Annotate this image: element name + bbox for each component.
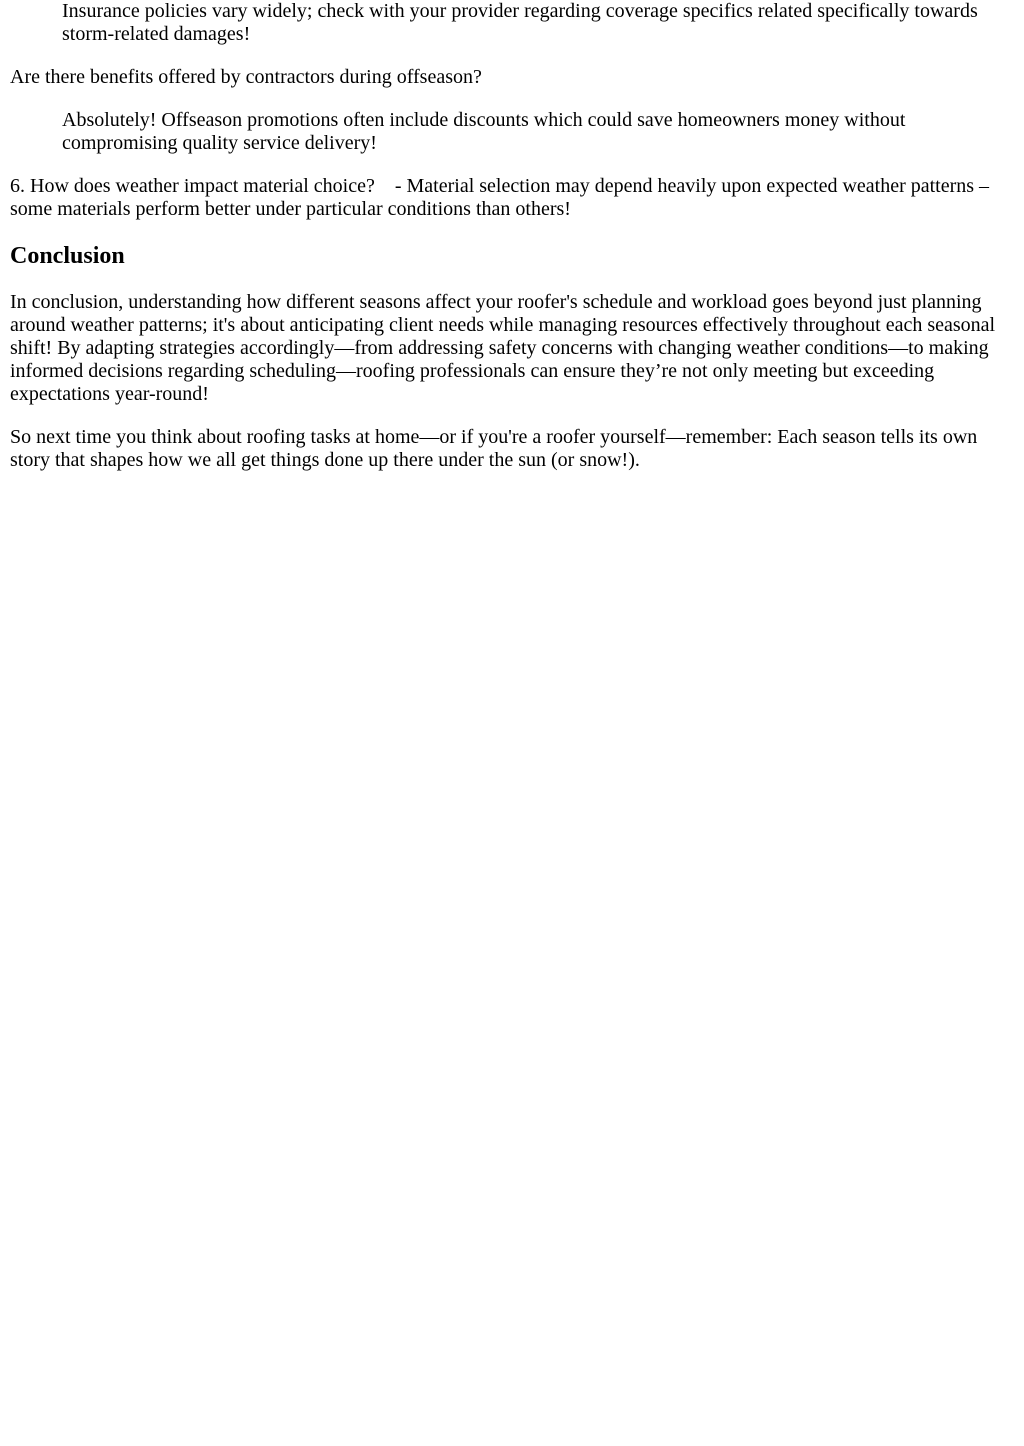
conclusion-paragraph-2: So next time you think about roofing tasks at home—or if you're a roofer yourself—remember: Each season tells its own story that shapes how we all get things done up there under the sun (or snow!).: [10, 426, 978, 471]
faq-question-weather: 6. How does weather impact material choice?: [10, 175, 375, 197]
conclusion-paragraph-1: In conclusion, understanding how different seasons affect your roofer's schedule and workload goes beyond just planning around weather patterns; it's about anticipating client needs while managing resources effectively throughout each seasonal shift! By adapting strategies accordingly—from addressing safety concerns with changing weather conditions—to making informed decisions regarding scheduling—roofing professionals can ensure they’re not only meeting but exceeding expectations year-round!: [10, 291, 996, 405]
conclusion-heading: Conclusion: [10, 243, 125, 269]
faq-answer-offseason: Absolutely! Offseason promotions often include discounts which could save homeowners money without compromising quality service delivery!: [62, 109, 906, 154]
faq-answer-insurance: Insurance policies vary widely; check with your provider regarding coverage specifics related specifically towards storm-related damages!: [62, 0, 978, 45]
faq-question-offseason: Are there benefits offered by contractors during offseason?: [10, 66, 482, 88]
faq-answer-weather: - Material selection may depend heavily upon expected weather patterns – some materials perform better under particular conditions than others!: [10, 175, 990, 220]
faq-item-weather: [10, 175, 1018, 221]
